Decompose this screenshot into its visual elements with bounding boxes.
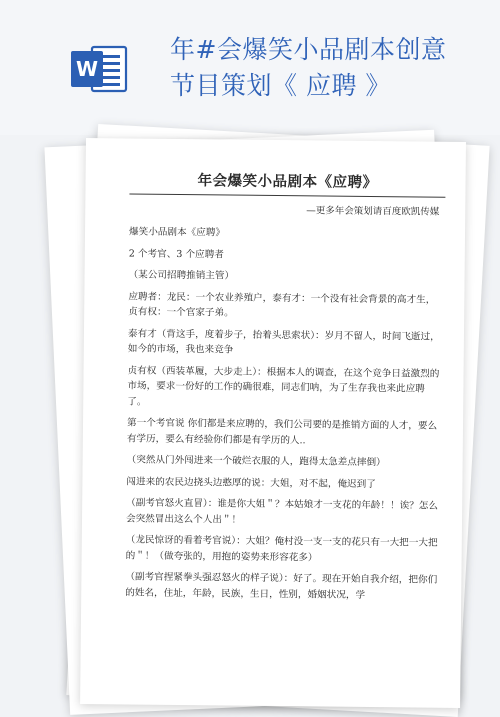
document-title: 年会爆笑小品剧本《应聘》 — [129, 168, 445, 197]
banner — [0, 0, 500, 135]
paragraph: 闯进来的农民边挠头边憨厚的说：大姐，对不起，俺迟到了 — [126, 475, 376, 490]
document-content — [125, 168, 446, 609]
word-document-icon — [70, 44, 128, 94]
paragraph: （突然从门外闯进来一个破烂衣服的人，跑得太急差点摔倒） — [126, 454, 386, 469]
document-page — [80, 138, 466, 708]
paragraph: 2 个考官、3 个应聘者 — [128, 247, 224, 260]
paragraph: （龙民惊讶的看着考官说）：大姐？俺村没一支一支的花只有一大把一大把的＂！（做夸张的，用抱的姿势来形容花多） — [125, 534, 438, 563]
document-subtitle: —更多年会策划请百度欧凯传媒 — [306, 205, 440, 218]
word-icon-letter: W — [75, 57, 99, 81]
document-body — [125, 224, 445, 603]
banner-title: 年#会爆笑小品剧本创意节目策划《 应聘 》 — [170, 35, 447, 100]
paragraph: （副考官怒火直冒）：谁是你大姐＂？本姑娘才一支花的年龄！！诶？怎么会突然冒出这么个人出＂！ — [125, 497, 439, 526]
paragraph: 爆笑小品剧本《应聘》 — [128, 226, 226, 239]
paragraph: （副考官捏紧拳头强忍怒火的样子说）：好了。现在开始自我介绍，把你们的姓名，住址，年龄，民族，生日，性别，婚姻状况，学 — [125, 571, 438, 601]
paragraph: 贞有权（西装革履，大步走上）：根据本人的调查，在这个竞争日益激烈的市场，要求一份好的工作的确很难，同志们呐，为了生存我也来此应聘了。 — [127, 364, 440, 408]
paragraph: 应聘者：龙民：一个农业养殖户，泰有才：一个没有社会背景的高才生，贞有权：一个官家子弟。 — [128, 290, 436, 319]
paragraph: 泰有才（背这手，度着步子，抬着头思索状）：岁月不留人，时间飞逝过，如今的市场，我也来竞争 — [127, 327, 440, 356]
paragraph: 第一个考官说 你们都是来应聘的，我们公司要的是推销方面的人才，要么有学历，要么有经验你们都是有学历的人.. — [126, 417, 438, 446]
paragraph: （某公司招聘推销主管） — [128, 269, 235, 282]
